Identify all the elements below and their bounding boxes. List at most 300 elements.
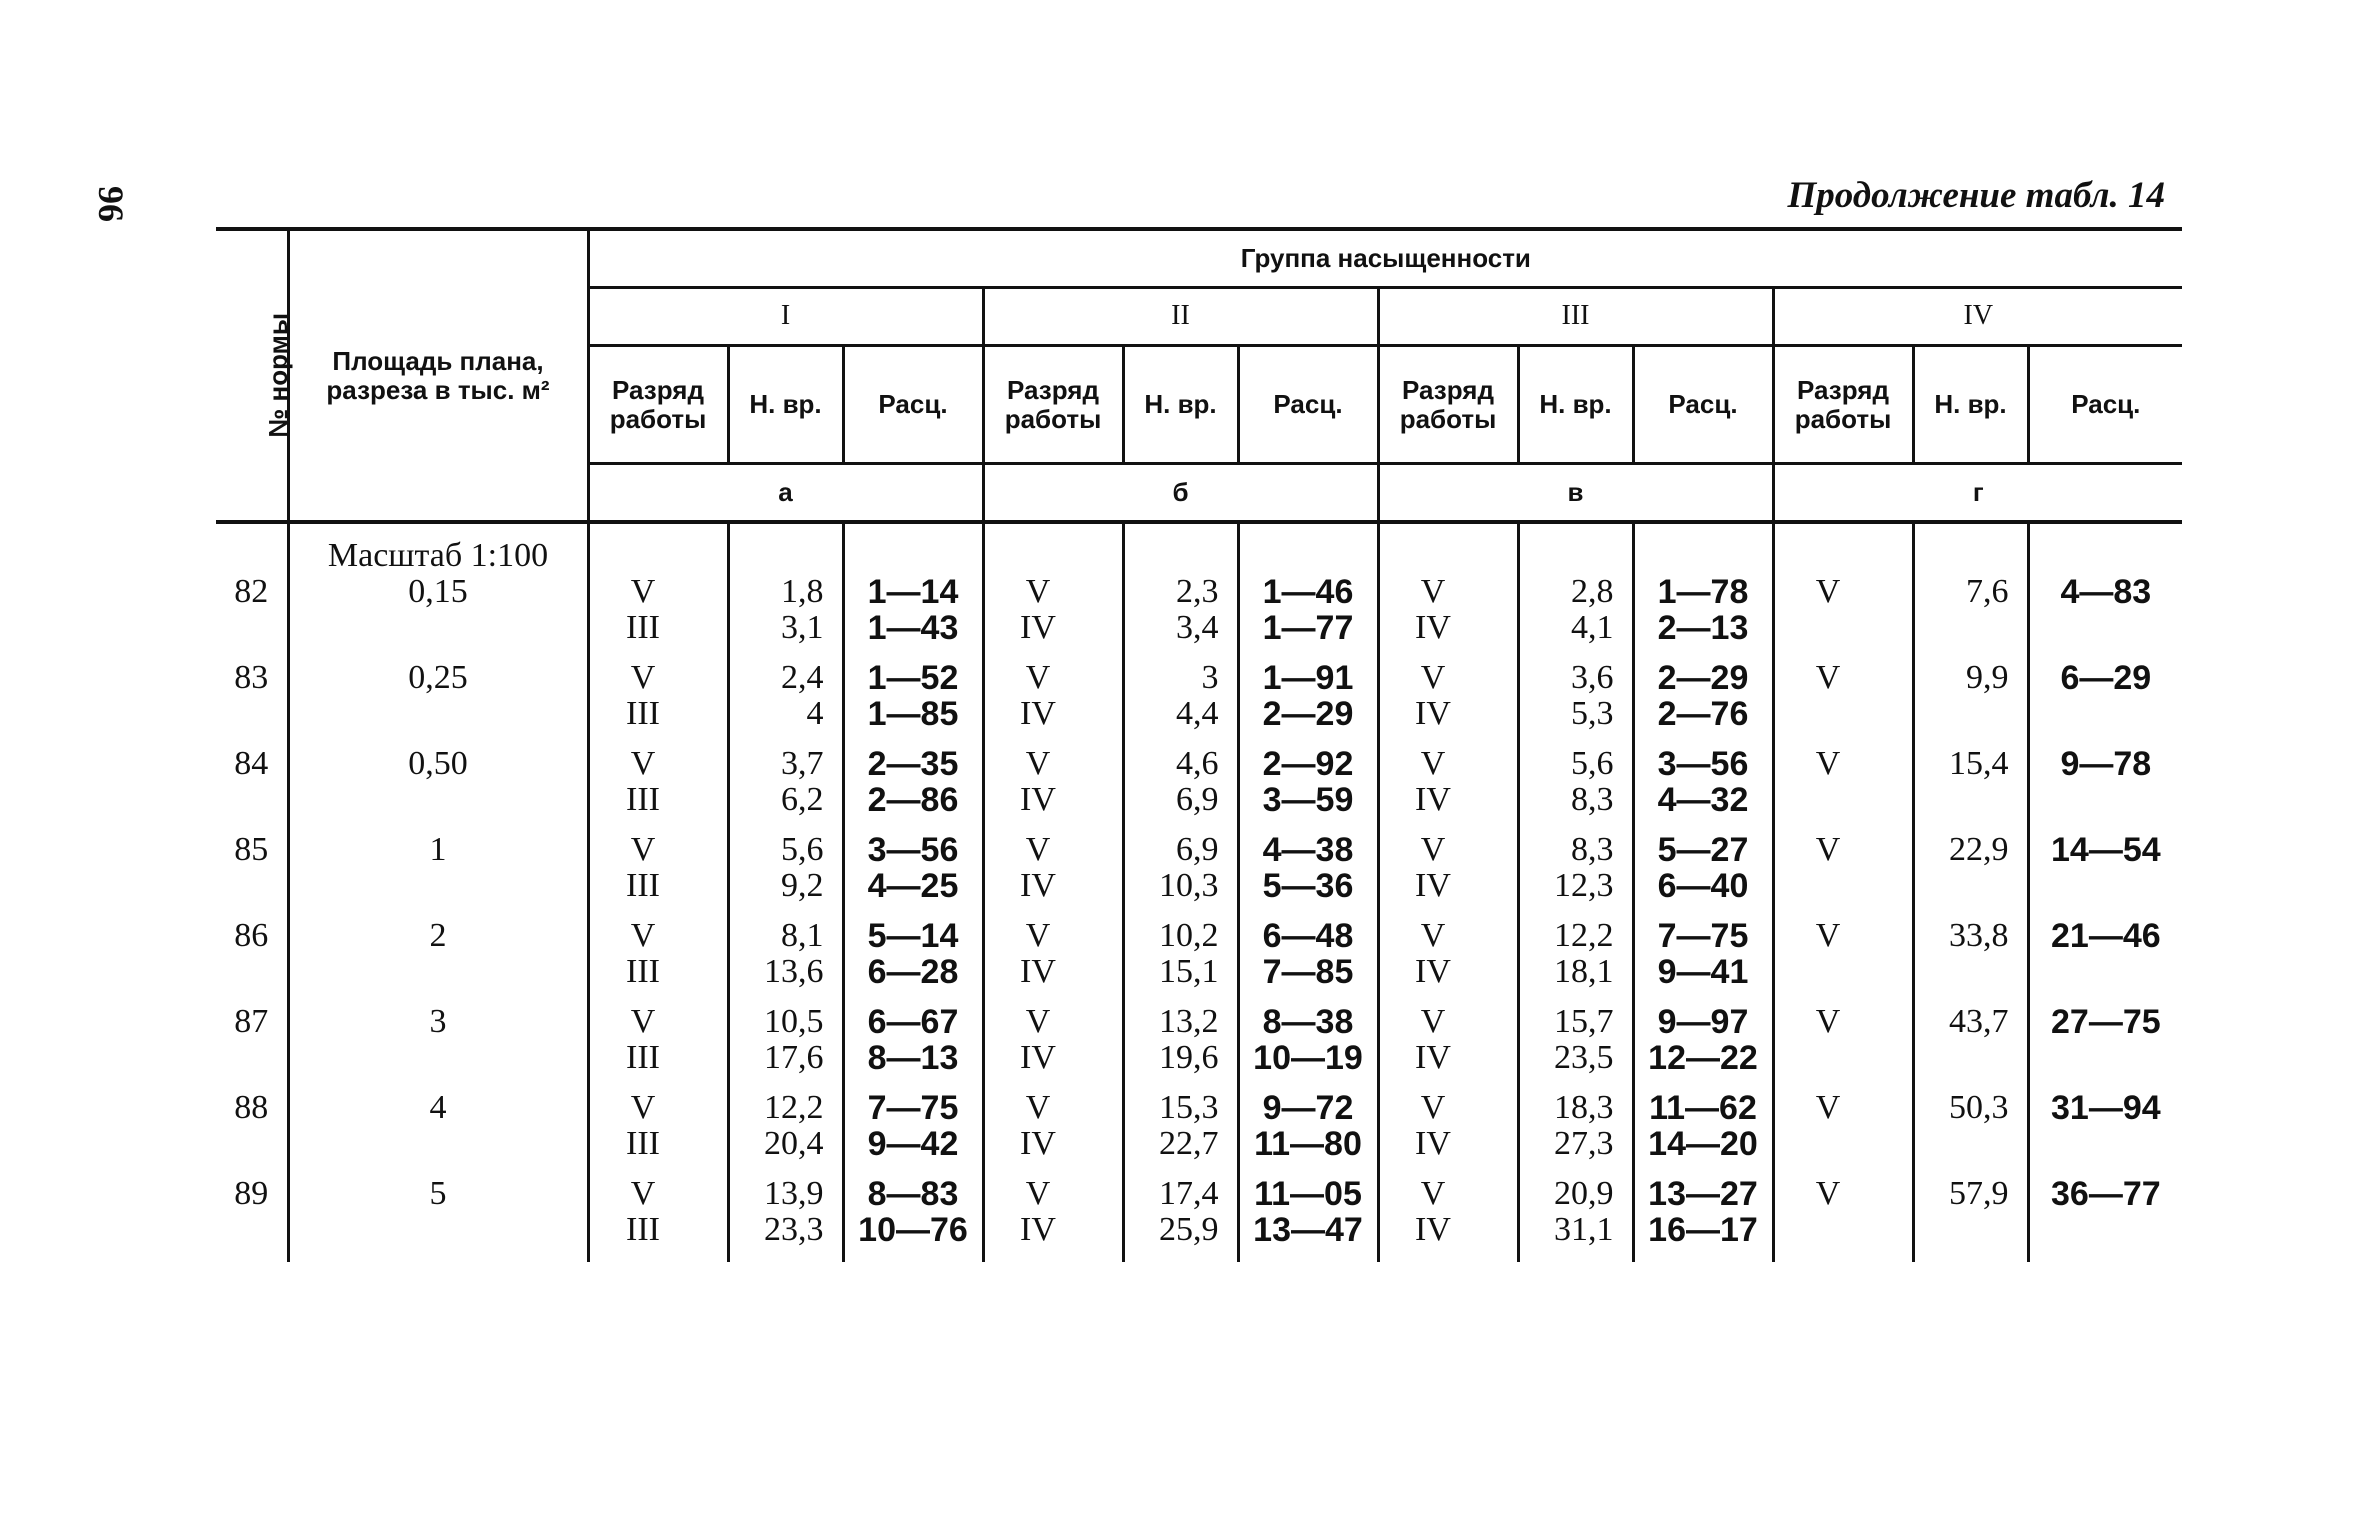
grade-cell [1378, 574, 1518, 646]
area-value: 1 [288, 832, 588, 904]
grade-cell: V [1773, 1090, 1913, 1162]
time-norm-cell [1518, 746, 1633, 818]
rate-cell [1238, 574, 1378, 646]
rate-cell-line: 11—80 [1254, 1125, 1362, 1163]
rate-cell [1238, 1090, 1378, 1162]
rate-cell: 9—78 [2028, 746, 2182, 818]
time-norm-cell-line: 3,1 [781, 609, 824, 646]
time-norm-cell-line: 2,8 [1571, 573, 1614, 610]
area-value: 2 [288, 918, 588, 990]
rate-cell [1633, 1176, 1773, 1248]
area-value: 3 [288, 1004, 588, 1076]
spacer-cell [288, 1076, 588, 1090]
area-header: Площадь плана, разреза в тыс. м² [288, 229, 588, 522]
spacer-cell [1633, 904, 1773, 918]
rate-cell-line: 6—28 [867, 953, 959, 991]
spacer-cell [1913, 646, 2028, 660]
rate-cell [1238, 746, 1378, 818]
time-norm-cell-line: 12,3 [1554, 867, 1614, 904]
time-norm-cell-line: 23,3 [764, 1211, 824, 1248]
rate-cell [1633, 1004, 1773, 1076]
spacer-cell [2028, 646, 2182, 660]
spacer-cell [1633, 1076, 1773, 1090]
spacer-cell [728, 646, 843, 660]
rate-cell-line: 1—43 [867, 609, 959, 647]
rate-cell [1633, 660, 1773, 732]
spacer-cell [2028, 904, 2182, 918]
time-norm-cell-line: 4 [806, 695, 824, 732]
time-norm-cell-line: 4,4 [1176, 695, 1219, 732]
col-time-header: Н. вр. [728, 346, 843, 464]
time-norm-cell-line: 23,5 [1554, 1039, 1614, 1076]
spacer-cell [728, 818, 843, 832]
grade-cell [983, 746, 1123, 818]
rate-cell-line: 1—77 [1262, 609, 1354, 647]
rate-cell [843, 1004, 983, 1076]
spacer-cell [1633, 990, 1773, 1004]
grade-cell-line: V [1420, 1089, 1446, 1126]
rate-cell [1238, 918, 1378, 990]
rate-cell: 27—75 [2028, 1004, 2182, 1076]
rate-cell-line: 1—85 [867, 695, 959, 733]
rate-cell-line: 2—76 [1657, 695, 1749, 733]
grade-cell [1378, 1004, 1518, 1076]
row-spacer [216, 1248, 2182, 1262]
time-norm-cell-line: 3,7 [781, 745, 824, 782]
rate-cell [1238, 1176, 1378, 1248]
area-value: 5 [288, 1176, 588, 1248]
grade-cell-line: V [1025, 659, 1051, 696]
rate-cell [1633, 918, 1773, 990]
rate-cell-line: 3—59 [1262, 781, 1354, 819]
spacer-cell [2028, 1162, 2182, 1176]
time-norm-cell: 57,9 [1913, 1176, 2028, 1248]
spacer-cell [1913, 818, 2028, 832]
spacer-cell [843, 1248, 983, 1262]
rate-cell [843, 1090, 983, 1162]
norm-number: 84 [234, 745, 269, 782]
spacer-cell [216, 732, 288, 746]
rate-cell: 36—77 [2028, 1176, 2182, 1248]
norm-number: 87 [234, 1003, 269, 1040]
col-time-header: Н. вр. [1518, 346, 1633, 464]
spacer-cell [1773, 1248, 1913, 1262]
spacer-cell [1913, 732, 2028, 746]
spacer-cell [1378, 732, 1518, 746]
spacer-cell [843, 818, 983, 832]
grade-cell-line: IV [1020, 867, 1056, 904]
rate-cell-line: 2—29 [1657, 659, 1749, 697]
spacer-cell [1123, 818, 1238, 832]
table-row [216, 918, 2182, 990]
spacer-cell [1633, 1162, 1773, 1176]
spacer-cell [588, 1248, 728, 1262]
spacer-cell [983, 990, 1123, 1004]
norm-number: 85 [234, 831, 269, 868]
rate-cell: 21—46 [2028, 918, 2182, 990]
rate-cell [1238, 660, 1378, 732]
rate-cell-line: 1—78 [1657, 573, 1749, 611]
spacer-cell [983, 1162, 1123, 1176]
grade-cell-line: III [626, 1211, 660, 1248]
grade-cell [1378, 746, 1518, 818]
rate-cell-line: 1—52 [867, 659, 959, 697]
rate-cell [1633, 574, 1773, 646]
rate-cell [843, 574, 983, 646]
time-norm-cell [728, 660, 843, 732]
grade-cell-line: V [1420, 1175, 1446, 1212]
grade-cell [1378, 660, 1518, 732]
col-time-header: Н. вр. [1123, 346, 1238, 464]
time-norm-cell-line: 20,9 [1554, 1175, 1614, 1212]
time-norm-cell [1518, 918, 1633, 990]
time-norm-cell-line: 4,1 [1571, 609, 1614, 646]
spacer-cell [843, 732, 983, 746]
time-norm-cell: 22,9 [1913, 832, 2028, 904]
col-rate-header: Расц. [843, 346, 983, 464]
grade-cell-line: IV [1415, 781, 1451, 818]
time-norm-cell-line: 19,6 [1159, 1039, 1219, 1076]
time-norm-cell-line: 15,7 [1554, 1003, 1614, 1040]
time-norm-cell [728, 574, 843, 646]
rate-cell-line: 9—72 [1262, 1089, 1354, 1127]
rate-cell-line: 1—46 [1262, 573, 1354, 611]
time-norm-cell-line: 3 [1201, 659, 1219, 696]
rate-cell-line: 4—38 [1262, 831, 1354, 869]
spacer-cell [2028, 818, 2182, 832]
group-letter-4: г [1773, 464, 2182, 523]
rate-cell-line: 12—22 [1648, 1039, 1758, 1077]
rate-cell-line: 4—32 [1657, 781, 1749, 819]
grade-cell-line: V [1025, 573, 1051, 610]
rate-cell: 6—29 [2028, 660, 2182, 732]
rate-cell-line: 11—05 [1254, 1175, 1362, 1213]
area-value: 0,50 [288, 746, 588, 818]
spacer-cell [983, 818, 1123, 832]
time-norm-cell-line: 2,4 [781, 659, 824, 696]
rate-cell [1633, 832, 1773, 904]
grade-cell-line: V [1420, 745, 1446, 782]
rate-cell-line: 13—47 [1253, 1211, 1363, 1249]
row-spacer [216, 1162, 2182, 1176]
time-norm-cell [1123, 1176, 1238, 1248]
grade-cell [1378, 1090, 1518, 1162]
spacer-cell [1123, 904, 1238, 918]
spacer-cell [1913, 1076, 2028, 1090]
spacer-cell [216, 1076, 288, 1090]
grade-cell [588, 746, 728, 818]
time-norm-cell-line: 12,2 [1554, 917, 1614, 954]
spacer-cell [1633, 732, 1773, 746]
spacer-cell [1378, 818, 1518, 832]
grade-cell-line: III [626, 953, 660, 990]
time-norm-cell-line: 25,9 [1159, 1211, 1219, 1248]
spacer-cell [983, 646, 1123, 660]
row-spacer [216, 1076, 2182, 1090]
area-value: 0,15 [288, 574, 588, 646]
col-rate-header: Расц. [2028, 346, 2182, 464]
rate-cell-line: 6—67 [867, 1003, 959, 1041]
spacer-cell [588, 990, 728, 1004]
grade-cell-line: IV [1020, 609, 1056, 646]
table-row [216, 1004, 2182, 1076]
rate-cell [843, 1176, 983, 1248]
col-grade-header: Разряд работы [983, 346, 1123, 464]
time-norm-cell: 43,7 [1913, 1004, 2028, 1076]
time-norm-cell-line: 18,1 [1554, 953, 1614, 990]
grade-cell-line: V [630, 745, 656, 782]
spacer-cell [728, 1076, 843, 1090]
rate-cell-line: 2—29 [1262, 695, 1354, 733]
time-norm-cell: 9,9 [1913, 660, 2028, 732]
rate-cell-line: 3—56 [1657, 745, 1749, 783]
grade-cell: V [1773, 832, 1913, 904]
grade-cell [588, 660, 728, 732]
spacer-cell [216, 818, 288, 832]
grade-cell [588, 1176, 728, 1248]
rate-cell-line: 9—97 [1657, 1003, 1749, 1041]
page-number: 96 [91, 186, 131, 222]
time-norm-cell-line: 31,1 [1554, 1211, 1614, 1248]
grade-cell-line: III [626, 1125, 660, 1162]
time-norm-cell-line: 3,6 [1571, 659, 1614, 696]
norm-number-header: № нормы [216, 229, 288, 522]
spacer-cell [288, 646, 588, 660]
spacer-cell [1518, 1162, 1633, 1176]
spacer-cell [1518, 1248, 1633, 1262]
time-norm-cell-line: 10,3 [1159, 867, 1219, 904]
time-norm-cell [1123, 660, 1238, 732]
grade-cell-line: V [630, 831, 656, 868]
rate-cell-line: 7—85 [1262, 953, 1354, 991]
spacer-cell [843, 646, 983, 660]
rate-cell-line: 10—76 [858, 1211, 968, 1249]
col-rate-header: Расц. [1238, 346, 1378, 464]
time-norm-cell [1123, 1004, 1238, 1076]
spacer-cell [288, 818, 588, 832]
spacer-cell [2028, 1076, 2182, 1090]
rate-cell-line: 8—83 [867, 1175, 959, 1213]
time-norm-cell [1518, 574, 1633, 646]
spacer-cell [1518, 904, 1633, 918]
spacer-cell [1238, 904, 1378, 918]
group-letter-1: а [588, 464, 983, 523]
time-norm-cell [728, 1004, 843, 1076]
grade-cell-line: III [626, 1039, 660, 1076]
spacer-cell [1378, 904, 1518, 918]
grade-cell-line: IV [1415, 609, 1451, 646]
spacer-cell [1238, 990, 1378, 1004]
spacer-cell [843, 990, 983, 1004]
rate-cell-line: 11—62 [1649, 1089, 1757, 1127]
spacer-cell [983, 1076, 1123, 1090]
time-norm-cell [1123, 1090, 1238, 1162]
spacer-cell [1238, 1162, 1378, 1176]
norm-number: 82 [234, 573, 269, 610]
time-norm-cell-line: 1,8 [781, 573, 824, 610]
grade-cell-line: V [1420, 573, 1446, 610]
time-norm-cell-line: 13,9 [764, 1175, 824, 1212]
table-row [216, 660, 2182, 732]
time-norm-cell-line: 5,6 [1571, 745, 1614, 782]
table-row [216, 574, 2182, 646]
spacer-cell [588, 732, 728, 746]
grade-cell-line: V [1025, 1003, 1051, 1040]
time-norm-cell [1123, 918, 1238, 990]
col-grade-header: Разряд работы [588, 346, 728, 464]
spacer-cell [1773, 646, 1913, 660]
time-norm-cell-line: 5,6 [781, 831, 824, 868]
time-norm-cell [728, 918, 843, 990]
rate-cell-line: 3—56 [867, 831, 959, 869]
grade-cell: V [1773, 918, 1913, 990]
rate-cell-line: 1—14 [867, 573, 959, 611]
grade-cell-line: V [1025, 917, 1051, 954]
spacer-cell [1123, 1248, 1238, 1262]
table-row [216, 832, 2182, 904]
row-spacer [216, 990, 2182, 1004]
spacer-cell [1238, 1248, 1378, 1262]
rate-cell-line: 16—17 [1648, 1211, 1758, 1249]
spacer-cell [1238, 732, 1378, 746]
time-norm-cell [1123, 832, 1238, 904]
grade-cell: V [1773, 1004, 1913, 1076]
time-norm-cell: 7,6 [1913, 574, 2028, 646]
grade-cell [588, 574, 728, 646]
grade-cell [983, 574, 1123, 646]
grade-cell: V [1773, 1176, 1913, 1248]
time-norm-cell [1123, 574, 1238, 646]
time-norm-cell-line: 4,6 [1176, 745, 1219, 782]
time-norm-cell-line: 15,1 [1159, 953, 1219, 990]
rate-cell [843, 918, 983, 990]
spacer-cell [1238, 646, 1378, 660]
area-value: 4 [288, 1090, 588, 1162]
group-roman-3: III [1378, 288, 1773, 346]
spacer-cell [983, 1248, 1123, 1262]
spacer-cell [983, 904, 1123, 918]
spacer-cell [1123, 646, 1238, 660]
rate-cell-line: 6—48 [1262, 917, 1354, 955]
spacer-cell [728, 1162, 843, 1176]
rate-cell-line: 8—38 [1262, 1003, 1354, 1041]
row-spacer [216, 646, 2182, 660]
time-norm-cell-line: 6,2 [781, 781, 824, 818]
table-caption: Продолжение табл. 14 [1787, 175, 2165, 216]
group-roman-1: I [588, 288, 983, 346]
spacer-cell [1518, 646, 1633, 660]
spacer-cell [1633, 1248, 1773, 1262]
rate-cell [1633, 1090, 1773, 1162]
col-grade-header: Разряд работы [1773, 346, 1913, 464]
grade-cell-line: IV [1415, 867, 1451, 904]
grade-cell-line: IV [1415, 1211, 1451, 1248]
time-norm-cell [1518, 1090, 1633, 1162]
time-norm-cell-line: 9,2 [781, 867, 824, 904]
grade-cell-line: III [626, 609, 660, 646]
spacer-cell [216, 990, 288, 1004]
spacer-cell [216, 1248, 288, 1262]
time-norm-cell-line: 12,2 [764, 1089, 824, 1126]
grade-cell [588, 1090, 728, 1162]
time-norm-cell [728, 1176, 843, 1248]
rate-cell-line: 4—25 [867, 867, 959, 905]
spacer-cell [1378, 1248, 1518, 1262]
spacer-cell [216, 904, 288, 918]
table-row [216, 746, 2182, 818]
grade-cell-line: V [1025, 1089, 1051, 1126]
rate-cell-line: 2—92 [1262, 745, 1354, 783]
spacer-cell [1518, 1076, 1633, 1090]
time-norm-cell [728, 832, 843, 904]
rate-cell [843, 746, 983, 818]
spacer-cell [588, 904, 728, 918]
time-norm-cell-line: 2,3 [1176, 573, 1219, 610]
grade-cell-line: V [1420, 1003, 1446, 1040]
time-norm-cell-line: 8,1 [781, 917, 824, 954]
grade-cell [983, 1090, 1123, 1162]
time-norm-cell-line: 13,2 [1159, 1003, 1219, 1040]
spacer-cell [1518, 732, 1633, 746]
rate-cell-line: 5—27 [1657, 831, 1749, 869]
spacer-cell [728, 990, 843, 1004]
time-norm-cell-line: 3,4 [1176, 609, 1219, 646]
spacer-cell [288, 990, 588, 1004]
norms-table-container [216, 227, 2182, 1367]
time-norm-cell-line: 8,3 [1571, 831, 1614, 868]
spacer-cell [216, 646, 288, 660]
grade-cell-line: III [626, 781, 660, 818]
table-row [216, 1176, 2182, 1248]
grade-cell-line: IV [1020, 953, 1056, 990]
spacer-cell [588, 818, 728, 832]
grade-cell [1378, 832, 1518, 904]
spacer-cell [983, 732, 1123, 746]
spacer-cell [1123, 1076, 1238, 1090]
spacer-cell [1773, 732, 1913, 746]
rate-cell-line: 9—42 [867, 1125, 959, 1163]
row-spacer [216, 904, 2182, 918]
grade-cell: V [1773, 660, 1913, 732]
grade-cell-line: V [1420, 659, 1446, 696]
spacer-cell [1773, 1162, 1913, 1176]
time-norm-cell: 33,8 [1913, 918, 2028, 990]
spacer-cell [843, 1162, 983, 1176]
grade-cell [983, 1176, 1123, 1248]
time-norm-cell [1518, 832, 1633, 904]
spacer-cell [1773, 818, 1913, 832]
rate-cell-line: 7—75 [1657, 917, 1749, 955]
spacer-cell [1123, 732, 1238, 746]
spacer-cell [2028, 990, 2182, 1004]
grade-cell-line: IV [1415, 1125, 1451, 1162]
grade-cell-line: V [630, 659, 656, 696]
rate-cell-line: 10—19 [1253, 1039, 1363, 1077]
grade-cell-line: V [1025, 1175, 1051, 1212]
spacer-cell [1518, 990, 1633, 1004]
spacer-cell [728, 1248, 843, 1262]
rate-cell-line: 1—91 [1262, 659, 1354, 697]
grade-cell-line: V [1025, 831, 1051, 868]
spacer-cell [588, 646, 728, 660]
rate-cell-line: 8—13 [867, 1039, 959, 1077]
saturation-group-header: Группа насыщенности [588, 229, 2182, 288]
grade-cell-line: V [1420, 917, 1446, 954]
time-norm-cell-line: 13,6 [764, 953, 824, 990]
grade-cell [983, 918, 1123, 990]
norm-number: 83 [234, 659, 269, 696]
time-norm-cell-line: 8,3 [1571, 781, 1614, 818]
